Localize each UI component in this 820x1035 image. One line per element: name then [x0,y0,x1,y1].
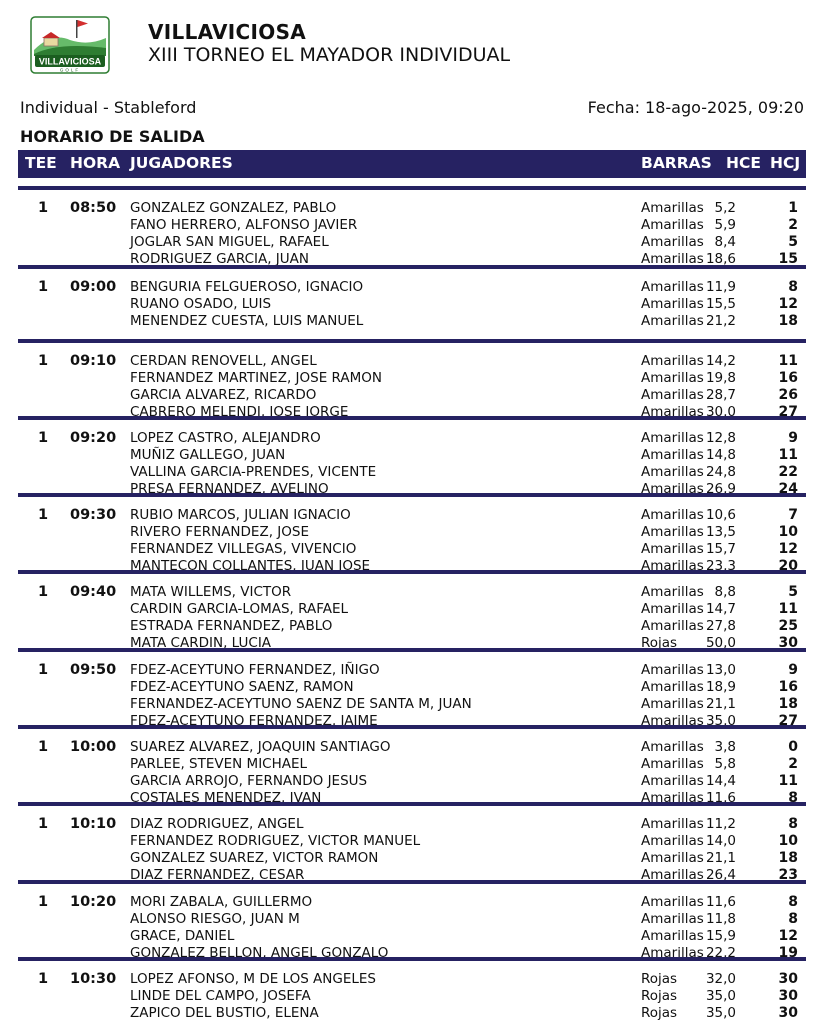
player-handicap-exact: 21,2 [705,313,736,329]
player-name: BENGURIA FELGUEROSO, IGNACIO [130,279,364,295]
player-tee-color: Amarillas [641,353,704,369]
player-name: MENENDEZ CUESTA, LUIS MANUEL [130,313,364,329]
player-tee-color: Rojas [641,635,678,651]
player-name: CARDIN GARCIA-LOMAS, RAFAEL [130,601,349,617]
player-row [18,447,806,464]
player-tee-color: Amarillas [641,370,704,386]
player-name: MATA WILLEMS, VICTOR [130,584,292,600]
player-playing-handicap: 11 [778,773,798,789]
player-name: PARLEE, STEVEN MICHAEL [130,756,308,772]
player-playing-handicap: 20 [778,558,798,574]
player-name: SUAREZ ALVAREZ, JOAQUIN SANTIAGO [130,739,391,755]
player-row [18,200,806,217]
player-playing-handicap: 10 [778,524,798,540]
player-playing-handicap: 8 [788,816,798,832]
player-tee-color: Amarillas [641,464,704,480]
player-row [18,387,806,404]
player-handicap-exact: 14,8 [705,447,736,463]
tee-time-group [18,416,806,497]
player-name: RUANO OSADO, LUIS [130,296,272,312]
player-handicap-exact: 21,1 [705,696,736,712]
player-tee-color: Amarillas [641,387,704,403]
player-name: ZAPICO DEL BUSTIO, ELENA [130,1005,319,1021]
tee-time: 10:00 [70,739,117,755]
player-row [18,988,806,1005]
player-row [18,833,806,850]
player-name: FDEZ-ACEYTUNO FERNANDEZ, JAIME [130,713,378,729]
player-row [18,464,806,481]
player-row [18,696,806,713]
tee-time: 09:50 [70,662,117,678]
player-handicap-exact: 13,5 [705,524,736,540]
player-name: CABRERO MELENDI, JOSE JORGE [130,404,349,420]
player-row [18,524,806,541]
player-name: FERNANDEZ MARTINEZ, JOSE RAMON [130,370,382,386]
player-playing-handicap: 23 [778,867,798,883]
event-name: XIII TORNEO EL MAYADOR INDIVIDUAL [148,44,511,66]
player-name: DIAZ FERNANDEZ, CESAR [130,867,305,883]
tee-time-group [18,802,806,883]
player-name: VALLINA GARCIA-PRENDES, VICENTE [130,464,377,480]
player-tee-color: Amarillas [641,945,704,961]
tee-number: 1 [38,200,49,216]
player-name: LOPEZ CASTRO, ALEJANDRO [130,430,321,446]
column-header-barras: BARRAS [641,154,712,172]
player-tee-color: Amarillas [641,313,704,329]
player-name: GRACE, DANIEL [130,928,235,944]
player-name: FANO HERRERO, ALFONSO JAVIER [130,217,358,233]
player-handicap-exact: 30,0 [705,404,736,420]
player-tee-color: Amarillas [641,279,704,295]
player-name: ESTRADA FERNANDEZ, PABLO [130,618,333,634]
player-playing-handicap: 27 [778,404,798,420]
player-playing-handicap: 5 [788,234,798,250]
player-name: RIVERO FERNANDEZ, JOSE [130,524,309,540]
player-handicap-exact: 26,9 [705,481,736,497]
player-playing-handicap: 27 [778,713,798,729]
tee-number: 1 [38,971,49,987]
tee-time: 10:30 [70,971,117,987]
player-playing-handicap: 12 [778,296,798,312]
print-date: Fecha: 18-ago-2025, 09:20 [587,98,804,117]
player-playing-handicap: 12 [778,928,798,944]
tee-time: 09:40 [70,584,117,600]
player-name: GARCIA ALVAREZ, RICARDO [130,387,317,403]
player-tee-color: Rojas [641,988,678,1004]
logo-wordmark: VILLAVICIOSA [38,56,102,67]
player-tee-color: Amarillas [641,911,704,927]
player-handicap-exact: 14,0 [705,833,736,849]
player-tee-color: Amarillas [641,833,704,849]
player-playing-handicap: 7 [788,507,798,523]
competition-mode: Individual - Stableford [20,98,197,117]
player-playing-handicap: 2 [788,756,798,772]
player-playing-handicap: 30 [778,971,798,987]
player-row [18,756,806,773]
player-playing-handicap: 24 [778,481,798,497]
player-name: GARCIA ARROJO, FERNANDO JESUS [130,773,368,789]
player-handicap-exact: 23,3 [705,558,736,574]
tee-time: 10:10 [70,816,117,832]
player-name: MUÑIZ GALLEGO, JUAN [130,447,286,463]
column-header-tee: TEE [25,154,57,172]
player-name: FERNANDEZ RODRIGUEZ, VICTOR MANUEL [130,833,421,849]
player-handicap-exact: 3,8 [714,739,736,755]
player-tee-color: Rojas [641,971,678,987]
player-playing-handicap: 8 [788,279,798,295]
player-tee-color: Amarillas [641,541,704,557]
player-playing-handicap: 19 [778,945,798,961]
player-tee-color: Amarillas [641,601,704,617]
tee-time: 09:20 [70,430,117,446]
player-tee-color: Amarillas [641,584,704,600]
player-handicap-exact: 35,0 [705,1005,736,1021]
player-handicap-exact: 12,8 [705,430,736,446]
player-handicap-exact: 15,7 [705,541,736,557]
player-tee-color: Amarillas [641,756,704,772]
player-playing-handicap: 8 [788,911,798,927]
player-tee-color: Amarillas [641,618,704,634]
player-name: COSTALES MENENDEZ, IVAN [130,790,322,806]
tee-time-group [18,880,806,961]
player-playing-handicap: 30 [778,635,798,651]
player-row [18,430,806,447]
player-row [18,739,806,756]
tee-time: 09:10 [70,353,117,369]
tee-time: 10:20 [70,894,117,910]
player-tee-color: Amarillas [641,816,704,832]
player-name: CERDAN RENOVELL, ANGEL [130,353,317,369]
player-name: FERNANDEZ-ACEYTUNO SAENZ DE SANTA M, JUAN [130,696,472,712]
player-row [18,601,806,618]
player-name: GONZALEZ SUAREZ, VICTOR RAMON [130,850,379,866]
player-playing-handicap: 11 [778,353,798,369]
player-tee-color: Amarillas [641,850,704,866]
player-name: DIAZ RODRIGUEZ, ANGEL [130,816,304,832]
player-tee-color: Amarillas [641,234,704,250]
player-tee-color: Amarillas [641,404,704,420]
logo-subtext: GOLF [59,67,81,73]
player-tee-color: Amarillas [641,790,704,806]
player-handicap-exact: 35,0 [705,713,736,729]
player-playing-handicap: 26 [778,387,798,403]
player-row [18,928,806,945]
player-row [18,773,806,790]
player-row [18,971,806,988]
player-playing-handicap: 11 [778,601,798,617]
player-name: MANTECON COLLANTES, JUAN JOSE [130,558,371,574]
tee-time-group [18,648,806,729]
player-tee-color: Amarillas [641,928,704,944]
tee-time-group [18,493,806,574]
player-name: FERNANDEZ VILLEGAS, VIVENCIO [130,541,357,557]
player-handicap-exact: 21,1 [705,850,736,866]
player-handicap-exact: 14,2 [705,353,736,369]
player-tee-color: Amarillas [641,773,704,789]
player-handicap-exact: 15,5 [705,296,736,312]
player-handicap-exact: 11,9 [705,279,736,295]
player-name: ALONSO RIESGO, JUAN M [130,911,300,927]
player-tee-color: Amarillas [641,447,704,463]
player-row [18,911,806,928]
tee-number: 1 [38,584,49,600]
player-playing-handicap: 18 [778,696,798,712]
player-playing-handicap: 15 [778,251,798,267]
player-handicap-exact: 19,8 [705,370,736,386]
player-row [18,313,806,330]
tee-number: 1 [38,816,49,832]
player-tee-color: Amarillas [641,867,704,883]
player-handicap-exact: 5,8 [714,756,736,772]
player-tee-color: Amarillas [641,481,704,497]
tee-time: 09:30 [70,507,117,523]
player-handicap-exact: 14,4 [705,773,736,789]
player-tee-color: Amarillas [641,217,704,233]
player-row [18,507,806,524]
club-name: VILLAVICIOSA [148,20,307,44]
section-title: HORARIO DE SALIDA [20,127,205,146]
table-header [18,150,806,178]
player-tee-color: Amarillas [641,200,704,216]
player-handicap-exact: 8,4 [714,234,736,250]
player-playing-handicap: 0 [788,739,798,755]
player-playing-handicap: 12 [778,541,798,557]
player-playing-handicap: 5 [788,584,798,600]
player-playing-handicap: 16 [778,679,798,695]
tee-time-group [18,186,806,267]
player-row [18,816,806,833]
player-name: FDEZ-ACEYTUNO SAENZ, RAMON [130,679,354,695]
player-handicap-exact: 50,0 [705,635,736,651]
player-handicap-exact: 14,7 [705,601,736,617]
tee-number: 1 [38,353,49,369]
player-row [18,279,806,296]
tee-number: 1 [38,279,49,295]
tee-number: 1 [38,507,49,523]
player-handicap-exact: 11,6 [705,790,736,806]
player-row [18,541,806,558]
player-handicap-exact: 22,2 [705,945,736,961]
player-playing-handicap: 9 [788,430,798,446]
player-tee-color: Amarillas [641,739,704,755]
player-row [18,662,806,679]
column-header-jugadores: JUGADORES [130,154,233,172]
player-handicap-exact: 10,6 [705,507,736,523]
player-row [18,894,806,911]
player-name: GONZALEZ BELLON, ANGEL GONZALO [130,945,389,961]
player-name: PRESA FERNANDEZ, AVELINO [130,481,329,497]
player-handicap-exact: 35,0 [705,988,736,1004]
player-handicap-exact: 15,9 [705,928,736,944]
player-playing-handicap: 8 [788,894,798,910]
player-row [18,1005,806,1022]
player-handicap-exact: 11,8 [705,911,736,927]
column-header-hora: HORA [70,154,121,172]
player-name: LOPEZ AFONSO, M DE LOS ANGELES [130,971,377,987]
player-playing-handicap: 2 [788,217,798,233]
tee-number: 1 [38,430,49,446]
player-tee-color: Rojas [641,1005,678,1021]
player-handicap-exact: 13,0 [705,662,736,678]
player-playing-handicap: 11 [778,447,798,463]
player-tee-color: Amarillas [641,894,704,910]
player-playing-handicap: 22 [778,464,798,480]
player-handicap-exact: 8,8 [714,584,736,600]
player-row [18,850,806,867]
player-name: GONZALEZ GONZALEZ, PABLO [130,200,337,216]
player-playing-handicap: 9 [788,662,798,678]
tee-time-group [18,725,806,806]
player-tee-color: Amarillas [641,679,704,695]
club-logo [30,16,110,74]
tee-number: 1 [38,662,49,678]
player-handicap-exact: 11,2 [705,816,736,832]
player-handicap-exact: 18,9 [705,679,736,695]
tee-time-group [18,265,806,343]
player-handicap-exact: 28,7 [705,387,736,403]
player-tee-color: Amarillas [641,662,704,678]
player-handicap-exact: 11,6 [705,894,736,910]
player-name: RODRIGUEZ GARCIA, JUAN [130,251,310,267]
player-row [18,679,806,696]
player-playing-handicap: 10 [778,833,798,849]
player-name: JOGLAR SAN MIGUEL, RAFAEL [130,234,329,250]
player-row [18,234,806,251]
player-playing-handicap: 1 [788,200,798,216]
tee-time-group [18,957,806,1035]
column-header-hce: HCE [726,154,761,172]
player-handicap-exact: 5,2 [714,200,736,216]
player-row [18,584,806,601]
player-tee-color: Amarillas [641,430,704,446]
player-row [18,296,806,313]
player-name: RUBIO MARCOS, JULIAN IGNACIO [130,507,351,523]
player-row [18,370,806,387]
player-handicap-exact: 18,6 [705,251,736,267]
player-tee-color: Amarillas [641,296,704,312]
tee-time: 08:50 [70,200,117,216]
tee-time: 09:00 [70,279,117,295]
tee-number: 1 [38,739,49,755]
player-name: MATA CARDIN, LUCIA [130,635,272,651]
player-playing-handicap: 30 [778,1005,798,1021]
player-row [18,618,806,635]
player-name: LINDE DEL CAMPO, JOSEFA [130,988,311,1004]
player-playing-handicap: 18 [778,850,798,866]
player-playing-handicap: 30 [778,988,798,1004]
player-tee-color: Amarillas [641,558,704,574]
player-handicap-exact: 24,8 [705,464,736,480]
tee-time-group [18,339,806,420]
player-playing-handicap: 25 [778,618,798,634]
player-handicap-exact: 5,9 [714,217,736,233]
player-tee-color: Amarillas [641,713,704,729]
player-tee-color: Amarillas [641,524,704,540]
player-tee-color: Amarillas [641,251,704,267]
player-handicap-exact: 26,4 [705,867,736,883]
player-tee-color: Amarillas [641,696,704,712]
tee-number: 1 [38,894,49,910]
player-handicap-exact: 32,0 [705,971,736,987]
player-row [18,353,806,370]
column-header-hcj: HCJ [770,154,801,172]
tee-time-group [18,570,806,651]
player-playing-handicap: 16 [778,370,798,386]
player-handicap-exact: 27,8 [705,618,736,634]
player-playing-handicap: 8 [788,790,798,806]
player-tee-color: Amarillas [641,507,704,523]
player-name: MORI ZABALA, GUILLERMO [130,894,313,910]
player-row [18,217,806,234]
player-playing-handicap: 18 [778,313,798,329]
player-name: FDEZ-ACEYTUNO FERNANDEZ, IÑIGO [130,662,380,678]
